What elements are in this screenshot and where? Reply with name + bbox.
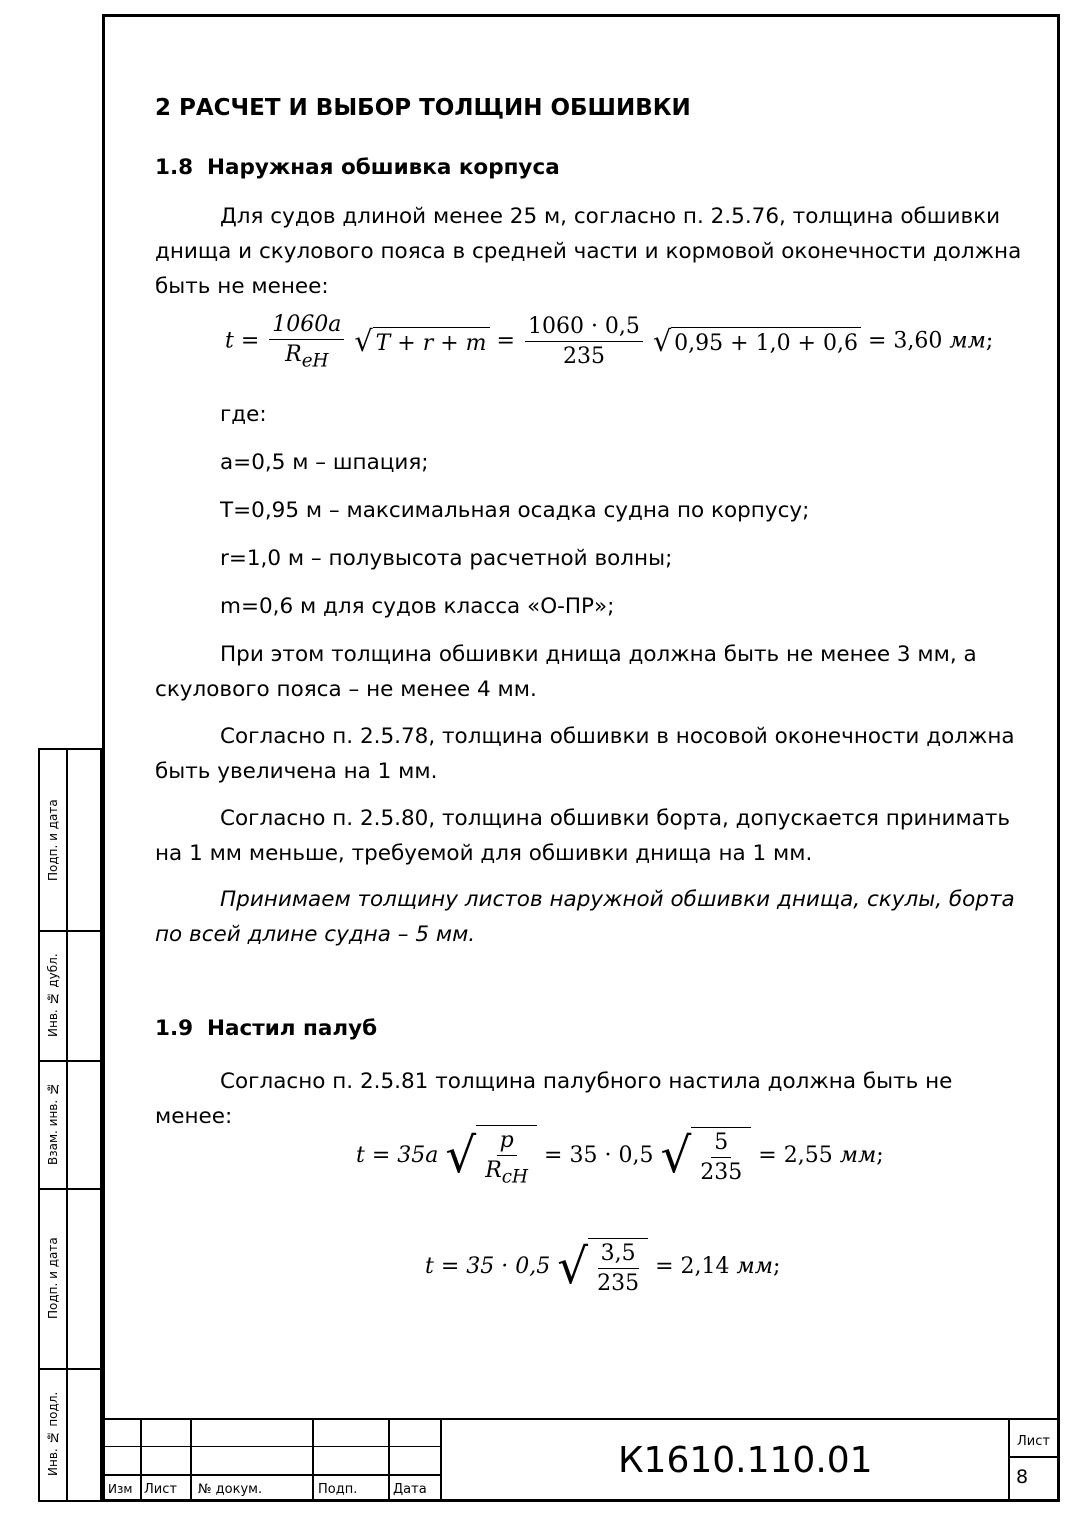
title-block-line <box>140 1418 142 1502</box>
side-stamp-divider <box>66 750 68 1500</box>
radicand <box>588 1238 648 1296</box>
section-number: 1.9 <box>155 1016 194 1041</box>
numerator: p <box>497 1128 517 1156</box>
numerator: 1060 · 0,5 <box>525 314 643 342</box>
radicand: 0,95 + 1,0 + 0,6 <box>671 327 861 356</box>
side-label-sign-date-2: Подп. и дата <box>46 1237 60 1319</box>
denominator: 235 <box>700 1160 743 1186</box>
title-block-line <box>1008 1456 1060 1458</box>
side-label-replace-inv: Взам. инв. № <box>46 1082 60 1166</box>
stamp-label-change: Изм <box>108 1482 133 1496</box>
radical-sign: √ <box>660 1128 692 1184</box>
section-heading-1-8 <box>155 155 560 180</box>
side-label-orig-inv: Инв. № подл. <box>46 1391 60 1477</box>
section-heading-1-9 <box>155 1016 377 1041</box>
fraction-1 <box>269 312 344 371</box>
paragraph-3: Согласно п. 2.5.78, толщина обшивки в носовой оконечности должна быть увеличена на 1 мм. <box>155 724 1015 784</box>
formula-deck-plating-2 <box>425 1238 780 1296</box>
stamp-label-date: Дата <box>393 1482 427 1497</box>
denominator <box>482 1156 531 1187</box>
square-root <box>557 1238 648 1296</box>
fraction-1 <box>482 1128 531 1187</box>
side-label-dup-inv: Инв. № дубл. <box>46 953 60 1037</box>
radical-sign: √ <box>354 324 373 359</box>
formula-middle: = 35 · 0,5 <box>544 1143 654 1169</box>
paragraph-2: При этом толщина обшивки днища должна быть не менее 3 мм, а скулового пояса – не менее 4 мм. <box>155 642 977 702</box>
section-number: 1.8 <box>155 155 194 180</box>
chapter-heading: 2 РАСЧЕТ И ВЫБОР ТОЛЩИН ОБШИВКИ <box>155 95 691 121</box>
denominator: 235 <box>562 344 605 370</box>
square-root-2 <box>660 1127 751 1185</box>
stamp-label-sheet: Лист <box>144 1482 177 1497</box>
title-block-line <box>440 1418 442 1502</box>
side-stamp <box>38 748 102 1502</box>
title-block-line <box>1008 1418 1010 1502</box>
title-block-line <box>102 1418 1060 1420</box>
section-title: Наружная обшивка корпуса <box>207 155 560 180</box>
paragraph-6: Согласно п. 2.5.81 толщина палубного настила должна быть не менее: <box>155 1069 953 1129</box>
square-root-1 <box>445 1125 537 1187</box>
numerator: 5 <box>711 1130 731 1158</box>
formula-unit: мм <box>736 1254 773 1279</box>
radical-sign: √ <box>652 324 672 359</box>
formula-lhs: t = <box>225 328 260 354</box>
numerator: 1060a <box>269 312 344 340</box>
denominator-subscript: eH <box>301 350 329 372</box>
radical-sign: √ <box>557 1238 589 1295</box>
stamp-label-signature: Подп. <box>318 1482 358 1497</box>
radicand <box>691 1127 751 1185</box>
numerator: 3,5 <box>598 1241 639 1269</box>
equals-sign: = <box>496 328 515 354</box>
definition-a: a=0,5 м – шпация; <box>220 450 429 475</box>
square-root-1 <box>354 324 489 359</box>
formula-unit: мм <box>839 1143 877 1169</box>
paragraph-5-conclusion: Принимаем толщину листов наружной обшивки днища, скулы, борта по всей длине судна – 5 мм. <box>155 887 1015 947</box>
title-block-line <box>190 1418 192 1502</box>
paragraph-1: Для судов длиной менее 25 м, согласно п. 2.5.76, толщина обшивки днища и скулового пояса в средней части и кормовой оконечности должна быть не менее: <box>155 204 1022 299</box>
sheet-number: 8 <box>1016 1466 1029 1488</box>
radical-sign: √ <box>445 1127 477 1184</box>
formula-deck-plating <box>356 1125 884 1187</box>
title-block-line <box>312 1418 314 1502</box>
denominator-base: R <box>485 1158 502 1183</box>
denominator <box>282 340 331 371</box>
radicand <box>476 1125 537 1187</box>
denominator-subscript: cH <box>501 1166 529 1188</box>
formula-outer-plating <box>225 312 993 371</box>
formula-unit: мм <box>949 328 986 354</box>
formula-lhs: t = 35a <box>356 1143 439 1169</box>
formula-end: ; <box>772 1254 781 1279</box>
stamp-label-doc-no: № докум. <box>198 1482 263 1497</box>
denominator: 235 <box>597 1271 640 1296</box>
fraction-2 <box>525 314 643 369</box>
formula-result: = 2,55 <box>758 1143 833 1169</box>
definition-m: m=0,6 м для судов класса «О-ПР»; <box>220 594 615 619</box>
section-title: Настил палуб <box>207 1016 378 1041</box>
formula-result: = 3,60 <box>867 328 943 354</box>
side-label-sign-date: Подп. и дата <box>46 799 60 881</box>
formula-end: ; <box>985 328 994 354</box>
definition-t: T=0,95 м – максимальная осадка судна по корпусу; <box>220 498 810 523</box>
title-block <box>102 1418 1060 1502</box>
formula-lhs: t = 35 · 0,5 <box>425 1254 551 1279</box>
formula-result: = 2,14 <box>655 1254 730 1279</box>
definition-r: r=1,0 м – полувысота расчетной волны; <box>220 546 673 571</box>
where-label: где: <box>220 402 267 427</box>
radicand: T + r + m <box>373 327 490 356</box>
document-code: К1610.110.01 <box>618 1440 873 1481</box>
title-block-line <box>388 1418 390 1502</box>
square-root-2 <box>652 324 861 359</box>
fraction <box>594 1241 642 1296</box>
fraction-2 <box>697 1130 745 1185</box>
paragraph-4: Согласно п. 2.5.80, толщина обшивки борта, допускается принимать на 1 мм меньше, требуемой для обшивки днища на 1 мм. <box>155 806 1011 866</box>
formula-end: ; <box>876 1143 884 1169</box>
sheet-label: Лист <box>1017 1434 1050 1449</box>
denominator-base: R <box>285 342 302 367</box>
